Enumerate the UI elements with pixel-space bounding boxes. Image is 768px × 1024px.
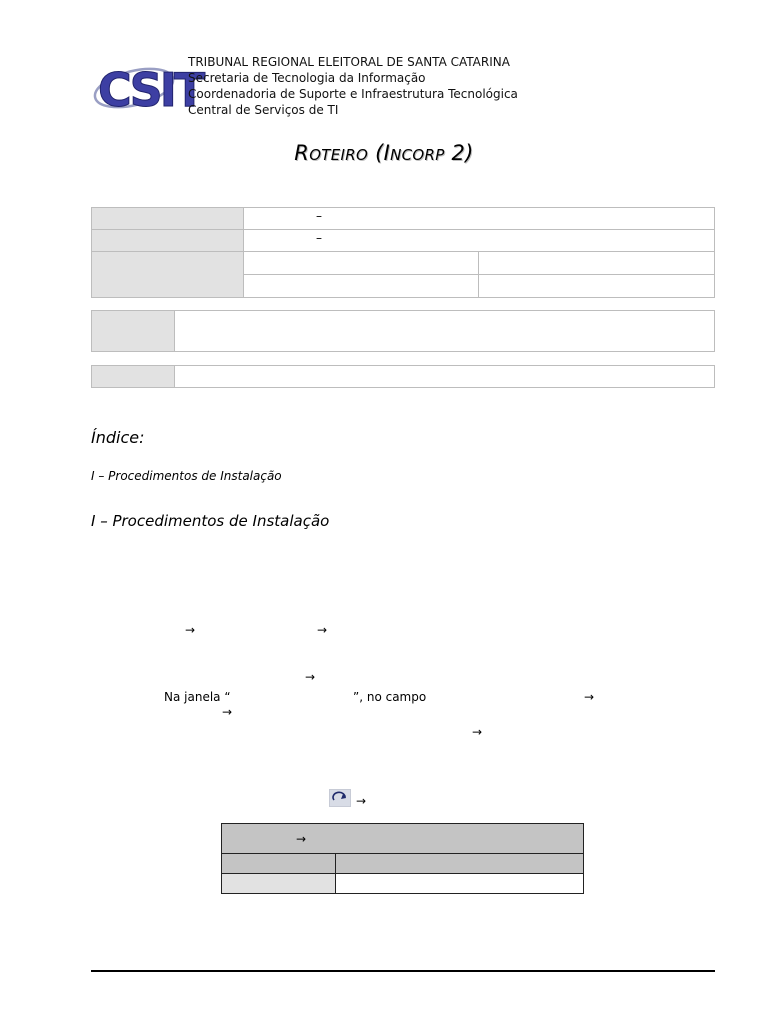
- redo-button[interactable]: [329, 789, 351, 807]
- title-oteiro: OTEIRO: [309, 146, 369, 164]
- title-paren: (: [368, 141, 384, 165]
- note-value: [175, 366, 715, 388]
- info-label-2: [92, 230, 244, 252]
- title-ncorp: NCORP: [390, 146, 445, 164]
- description-table: [91, 310, 715, 352]
- info-value-2: [244, 230, 715, 252]
- janela-text-start: Na janela “: [164, 690, 231, 704]
- info-cell-3a: [244, 252, 479, 275]
- arrow-icon: →: [356, 794, 367, 808]
- grid-row-2-value: [336, 874, 584, 894]
- org-central: Central de Serviços de TI: [188, 103, 339, 117]
- section-heading: I – Procedimentos de Instalação: [91, 512, 330, 530]
- org-secretaria: Secretaria de Tecnologia da Informação: [188, 71, 426, 85]
- title-r: R: [294, 141, 310, 165]
- arrow-icon: →: [222, 705, 233, 719]
- arrow-icon: →: [584, 690, 595, 704]
- arrow-icon: →: [472, 725, 483, 739]
- note-table: [91, 365, 715, 388]
- grid-row-1-value: [336, 854, 584, 874]
- description-label: [92, 311, 175, 352]
- info-value-1: [244, 208, 715, 230]
- toc-item-1[interactable]: I – Procedimentos de Instalação: [91, 469, 282, 483]
- info-label-3: [92, 252, 244, 298]
- arrow-icon: →: [305, 670, 316, 684]
- info-dash-2: –: [316, 231, 322, 245]
- info-table: [91, 207, 715, 298]
- info-cell-4b: [479, 275, 715, 298]
- note-label: [92, 366, 175, 388]
- arrow-icon: →: [296, 832, 307, 846]
- logo-lettering: CSIT: [98, 63, 203, 117]
- title-close: 2): [444, 141, 474, 165]
- org-name: TRIBUNAL REGIONAL ELEITORAL DE SANTA CATARINA: [188, 55, 510, 69]
- arrow-icon: →: [185, 623, 196, 637]
- grid-header-cell: [222, 824, 584, 854]
- csit-logo: [94, 54, 203, 118]
- redo-icon: [330, 790, 350, 806]
- document-title: [0, 141, 768, 165]
- info-label-1: [92, 208, 244, 230]
- grid-row-2-label: [222, 874, 336, 894]
- description-value: [175, 311, 715, 352]
- org-coordenadoria: Coordenadoria de Suporte e Infraestrutura Tecnológica: [188, 87, 518, 101]
- janela-text-campo: ”, no campo: [353, 690, 427, 704]
- index-heading: Índice:: [91, 428, 145, 447]
- screen-grid-table: [221, 823, 584, 894]
- info-cell-3b: [479, 252, 715, 275]
- info-dash-1: –: [316, 209, 322, 223]
- grid-row-1-label: [222, 854, 336, 874]
- title-i: I: [383, 141, 391, 165]
- footer-rule: [91, 970, 715, 972]
- info-cell-4a: [244, 275, 479, 298]
- arrow-icon: →: [317, 623, 328, 637]
